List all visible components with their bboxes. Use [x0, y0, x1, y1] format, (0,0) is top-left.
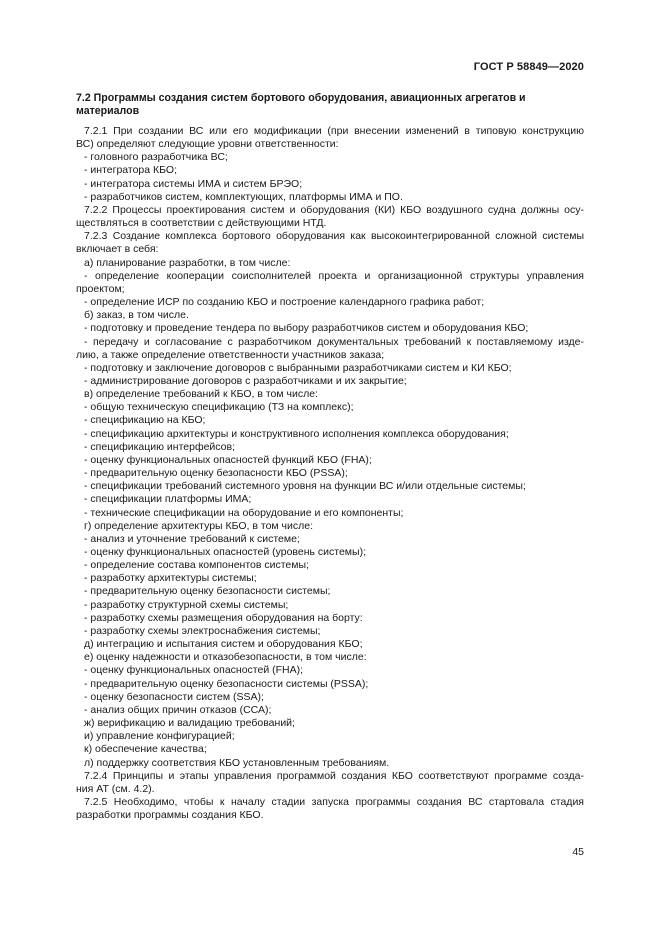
text-line: - оценку функциональных опасностей функций КБО (FHA);	[84, 453, 372, 466]
text-lines	[76, 125, 584, 822]
section-title-line-2: материалов	[76, 105, 140, 117]
text-line: включает в себя:	[76, 243, 159, 256]
text-line: лию, а также определение ответственности участников заказа;	[76, 348, 385, 361]
text-line: - разработчиков систем, комплектующих, платформы ИМА и ПО.	[84, 190, 403, 203]
text-line: ж) верификацию и валидацию требований;	[84, 717, 295, 730]
text-line: 7.2.3 Создание комплекса бортового оборудования как высокоинтегрированной сложной системы	[84, 230, 584, 243]
text-line: - разработку схемы размещения оборудования на борту:	[84, 611, 363, 624]
text-line: - технические спецификации на оборудование и его компоненты;	[84, 506, 404, 519]
text-line: л) поддержку соответствия КБО установленным требованиям.	[84, 756, 390, 769]
text-line: - разработку схемы электроснабжения системы;	[84, 624, 321, 637]
text-line: - спецификацию архитектуры и конструктивного исполнения комплекса оборудования;	[84, 427, 509, 440]
text-line: - анализ и уточнение требований к системе;	[84, 532, 300, 545]
text-line: проектом;	[76, 282, 125, 295]
text-line: д) интеграцию и испытания систем и оборудования КБО;	[84, 638, 363, 651]
text-line: - анализ общих причин отказов (ССА);	[84, 703, 272, 716]
text-line: 7.2.5 Необходимо, чтобы к началу стадии запуска программы создания ВС стартовала стадия	[84, 795, 584, 808]
text-line: и) управление конфигурацией;	[84, 730, 235, 743]
text-line: - администрирование договоров с разработчиками и их закрытие;	[84, 374, 407, 387]
page-body	[76, 92, 584, 822]
text-line: - спецификацию интерфейсов;	[84, 440, 235, 453]
text-line: в) определение требований к КБО, в том числе:	[84, 388, 318, 401]
text-line: - подготовку и заключение договоров с выбранными разработчиками систем и КИ КБО;	[84, 361, 512, 374]
text-line: - спецификации платформы ИМА;	[84, 493, 252, 506]
text-line: - головного разработчика ВС;	[84, 151, 228, 164]
text-line: - спецификации требований системного уровня на функции ВС и/или отдельные системы;	[84, 480, 526, 493]
text-line: - оценку функциональных опасностей (FHA);	[84, 664, 304, 677]
text-line: - оценку безопасности систем (SSA);	[84, 690, 264, 703]
text-line: 7.2.2 Процессы проектирования систем и оборудования (КИ) КБО воздушного судна должны осу-	[84, 203, 584, 216]
text-line: - интегратора КБО;	[84, 164, 177, 177]
text-line: - оценку функциональных опасностей (уровень системы);	[84, 546, 366, 558]
text-line: - определение состава компонентов системы;	[84, 559, 309, 572]
text-line: - предварительную оценку безопасности КБО (PSSA);	[84, 467, 348, 480]
text-line: ния АТ (см. 4.2).	[76, 782, 155, 795]
text-line: - интегратора системы ИМА и систем БРЭО;	[84, 177, 303, 190]
text-line: - определение ИСР по созданию КБО и построение календарного графика работ;	[84, 296, 485, 309]
text-line: к) обеспечение качества;	[84, 743, 207, 756]
text-line: - передачу и согласование с разработчиком документальных требований к поставляемому изде-	[84, 335, 584, 348]
text-line: ВС) определяют следующие уровни ответственности:	[76, 138, 339, 151]
text-line: - предварительную оценку безопасности системы (PSSA);	[84, 677, 369, 690]
page-number: 45	[572, 846, 584, 858]
text-line: а) планирование разработки, в том числе:	[84, 256, 291, 269]
text-line: - определение кооперации соисполнителей проекта и организационной структуры управления	[84, 269, 584, 282]
text-line: разработки программы создания КБО.	[76, 809, 264, 822]
text-line: 7.2.1 При создании ВС или его модификации (при внесении изменений в типовую конструкцию	[84, 125, 584, 137]
section-title	[76, 92, 584, 118]
text-line: - спецификацию на КБО;	[84, 414, 206, 427]
document-code: ГОСТ Р 58849—2020	[473, 61, 584, 73]
text-line: - предварительную оценку безопасности системы;	[84, 585, 331, 598]
section-title-line-1: 7.2 Программы создания систем бортового оборудования, авиационных агрегатов и	[76, 92, 526, 104]
text-line: 7.2.4 Принципы и этапы управления программой создания КБО соответствуют программе созда-	[84, 769, 584, 782]
text-line: г) определение архитектуры КБО, в том числе:	[84, 519, 314, 532]
text-line: б) заказ, в том числе.	[84, 309, 189, 322]
text-line: - подготовку и проведение тендера по выбору разработчиков систем и оборудования КБО;	[84, 322, 529, 335]
text-line: ществляться в соответствии с действующими НТД.	[76, 217, 327, 230]
text-line: - разработку архитектуры системы;	[84, 572, 257, 585]
text-line: - разработку структурной схемы системы;	[84, 598, 289, 611]
text-line: - общую техническую спецификацию (ТЗ на комплекс);	[84, 401, 354, 414]
text-line: е) оценку надежности и отказобезопасности, в том числе:	[84, 651, 367, 664]
